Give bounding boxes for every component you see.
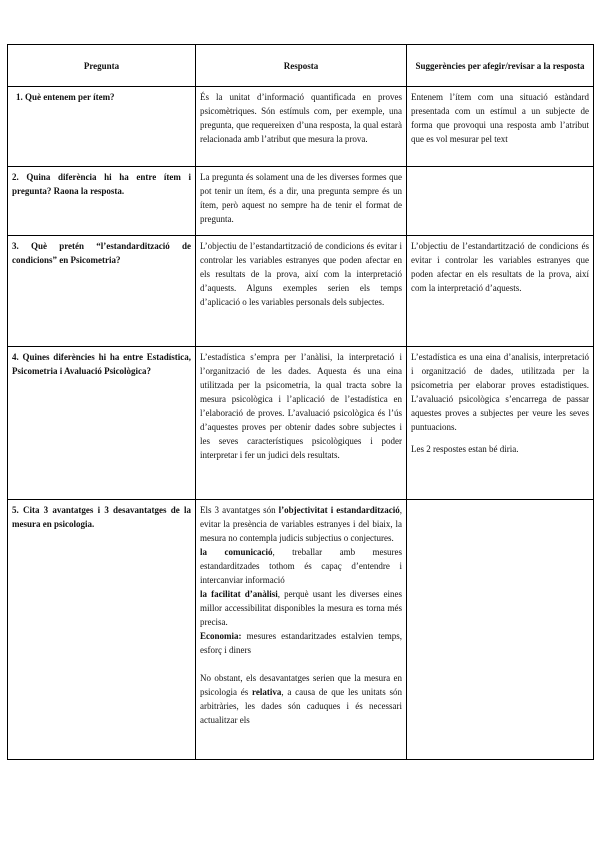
table-row xyxy=(8,236,594,347)
answer-cell: L’objectiu de l’estandartització de condicions és evitar i controlar les variables estranyes que poden afectar en els resultats de la prova, així com la interpretació d’aquests. Alguns exemples serien els temps d’aplicació o les variables personals dels subjectes. xyxy=(196,236,407,347)
suggestion-cell xyxy=(407,347,594,500)
table-row xyxy=(8,347,594,500)
suggestion-cell: L’objectiu de l’estandartització de condicions és evitar i controlar les variables estranyes que poden afectar en els resultats de la prova, així com la interpretació d’aquests. xyxy=(407,236,594,347)
advantage-communication: la comunicació, treballar amb mesures estandarditzades tothom és capaç d’entendre i intercanviar informació xyxy=(200,547,403,585)
suggestion-cell xyxy=(407,500,594,760)
question-cell: 1. Què entenem per ítem? xyxy=(8,87,196,167)
advantage-analysis: la facilitat d’anàlisi, perquè usant les diverses eines millor accessibilitat disponibles la mesura es torna més precisa. xyxy=(200,589,403,627)
advantage-economy: Economia: mesures estandaritzades estalvien temps, esforç i diners xyxy=(200,631,402,655)
table-row xyxy=(8,87,594,167)
header-suggerencies: Suggerències per afegir/revisar a la resposta xyxy=(407,45,594,87)
question-cell: 3. Què pretén “l’estandardització de condicions” en Psicometria? xyxy=(8,236,196,347)
qa-table xyxy=(7,44,594,760)
answer-cell: La pregunta és solament una de les diverses formes que pot tenir un ítem, és a dir, una pregunta sempre és un ítem, però aquest no sempre ha de tenir el format de pregunta. xyxy=(196,167,407,236)
question-cell: 5. Cita 3 avantatges i 3 desavantatges de la mesura en psicologia. xyxy=(8,500,196,760)
advantage-objectivity: Els 3 avantatges són l’objectivitat i estandardització, evitar la presència de variables estranyes i del biaix, la mesura no contempla judicis subjectius o conjectures. xyxy=(200,505,402,543)
header-pregunta: Pregunta xyxy=(8,45,196,87)
question-cell: 4. Quines diferències hi ha entre Estadística, Psicometria i Avaluació Psicològica? xyxy=(8,347,196,500)
table-row xyxy=(8,167,594,236)
suggestion-text: L’estadística es una eina d’analisis, interpretació i organització de dades, utilitzada per la psicometria per elaborar proves estadistiques. L’avaluació psicològica s’encarrega de passar aquestes proves a subjectes per veure les seves puntuacions. xyxy=(411,352,589,432)
header-row xyxy=(8,45,594,87)
answer-cell: És la unitat d’informació quantificada en proves psicomètriques. Són estímuls com, per exemple, una pregunta, que requereixen d’una resposta, la qual estarà relacionada amb l’atribut que mesura la prova. xyxy=(196,87,407,167)
answer-cell xyxy=(196,500,407,760)
disadvantages-text: No obstant, els desavantatges serien que la mesura en psicologia és relativa, a causa de que les unitats són arbitràries, les dades són caduques i és necessari actualitzar els xyxy=(200,673,403,725)
answer-cell: L’estadística s’empra per l’anàlisi, la interpretació i l’organització de les dades. Aquesta és una eina utilitzada per la psicometria, la qual tracta sobre la mesura psicològica i l’aplicació de l’estadística en l’elaboració de proves. L’avaluació psicològica és l’ús d’aquestes proves per obtenir dades sobre subjectes i les seves característiques psicològiques i poder interpretar i fer un judici dels resultats. xyxy=(196,347,407,500)
suggestion-cell: Entenem l’ítem com una situació estàndard presentada com un estímul a un subjecte de forma que provoqui una resposta amb l’atribut que es vol mesurar pel text xyxy=(407,87,594,167)
question-cell: 2. Quina diferència hi ha entre ítem i pregunta? Raona la resposta. xyxy=(8,167,196,236)
table-row xyxy=(8,500,594,760)
suggestion-cell xyxy=(407,167,594,236)
header-resposta: Resposta xyxy=(196,45,407,87)
suggestion-note: Les 2 respostes estan bé diria. xyxy=(411,444,519,454)
